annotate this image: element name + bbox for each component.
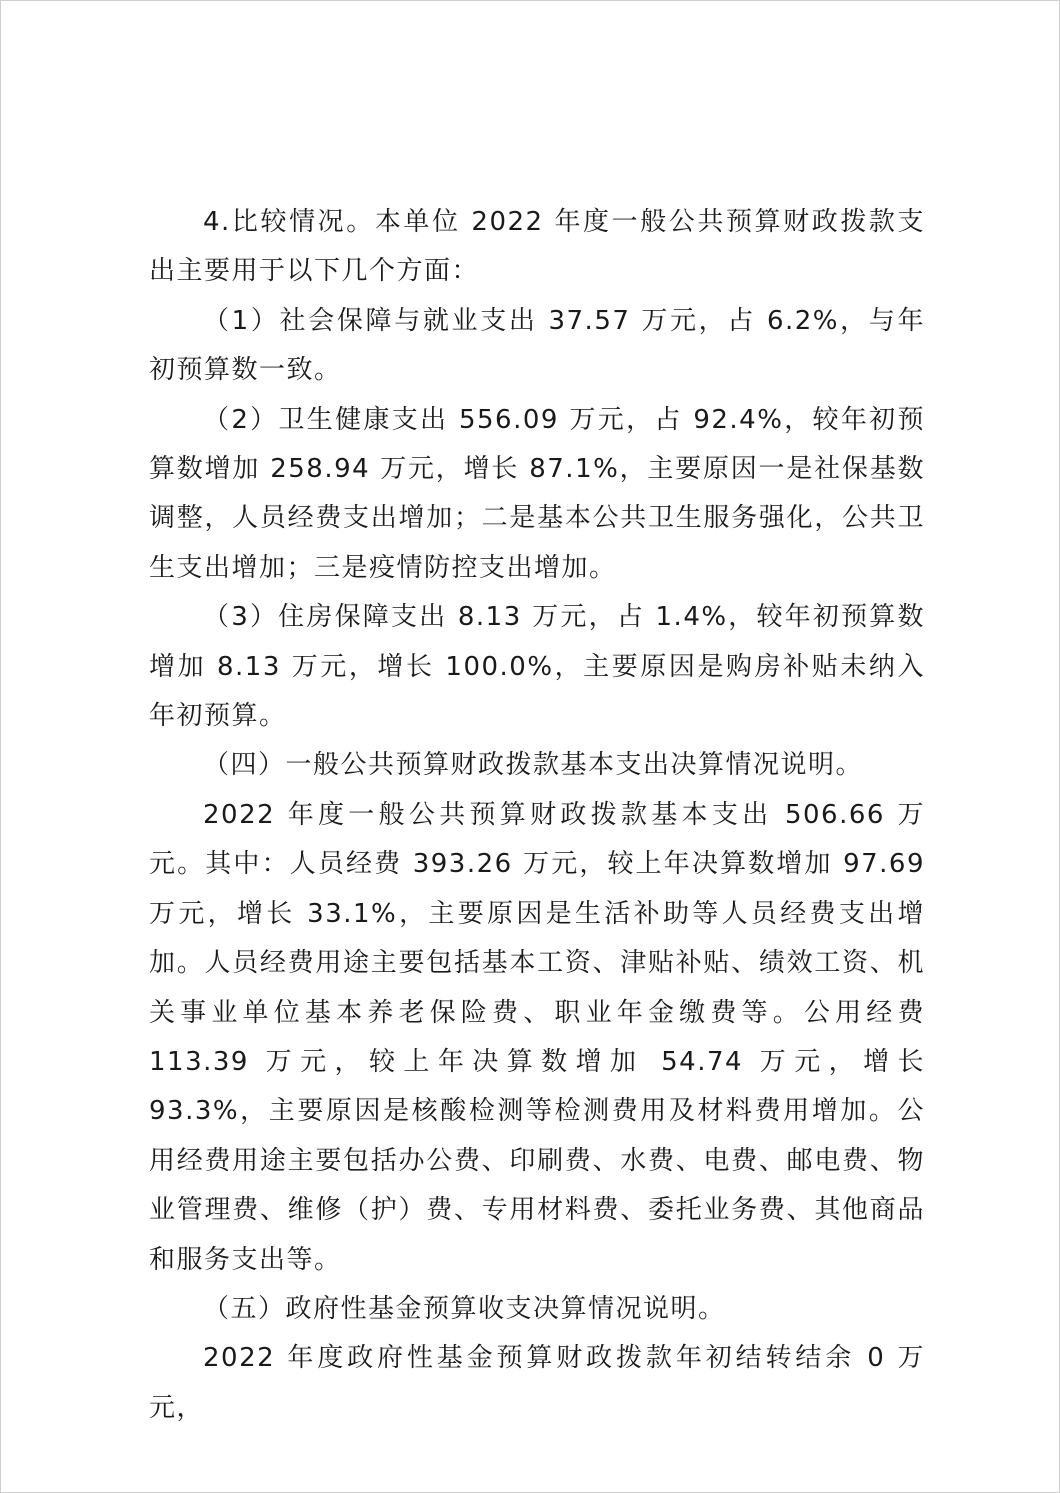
paragraph-basic-expenditure: 2022 年度一般公共预算财政拨款基本支出 506.66 万元。其中：人员经费 393.26 万元，较上年决算数增加 97.69 万元，增长 33.1%，主要原因是生活补助等人员经费支出增加。人员经费用途主要包括基本工资、津贴补贴、绩效工资、机关事业单位基本养老保险费、职业年金缴费等。公用经费 113.39 万元，较上年决算数增加 54.74 万元，增长 93.3%，主要原因是核酸检测等检测费用及材料费用增加。公用经费用途主要包括办公费、印刷费、水费、电费、邮电费、物业管理费、维修（护）费、专用材料费、委托业务费、其他商品和服务支出等。 [149,799,925,1275]
document-body [149,198,925,1433]
paragraph-housing: （3）住房保障支出 8.13 万元，占 1.4%，较年初预算数增加 8.13 万元，增长 100.0%，主要原因是购房补贴未纳入年初预算。 [149,602,925,732]
paragraph-comparison-intro: 4.比较情况。本单位 2022 年度一般公共预算财政拨款支出主要用于以下几个方面： [149,207,925,287]
paragraph-health: （2）卫生健康支出 556.09 万元，占 92.4%，较年初预算数增加 258.94 万元，增长 87.1%，主要原因一是社保基数调整，人员经费支出增加；二是基本公共卫生服务强化，公共卫生支出增加；三是疫情防控支出增加。 [149,404,925,583]
paragraph-social-security: （1）社会保障与就业支出 37.57 万元，占 6.2%，与年初预算数一致。 [149,305,925,386]
section-heading-basic-expenditure: （四）一般公共预算财政拨款基本支出决算情况说明。 [203,750,864,781]
section-heading-government-fund: （五）政府性基金预算收支决算情况说明。 [203,1293,726,1324]
paragraph-government-fund: 2022 年度政府性基金预算财政拨款年初结转结余 0 万元， [149,1343,925,1423]
